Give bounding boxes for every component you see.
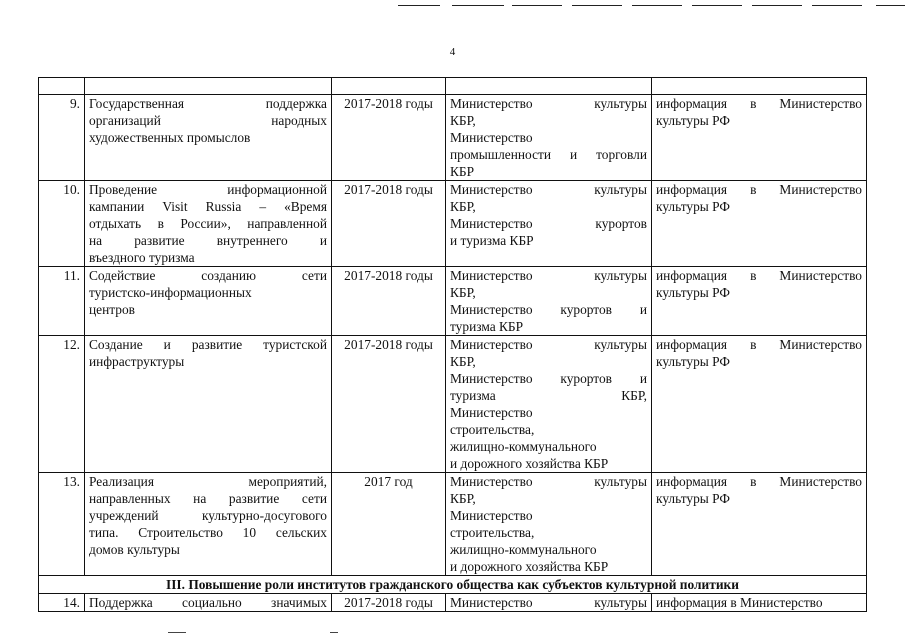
cell-line: культуры РФ [656,491,730,506]
cell-line: инфраструктуры [89,354,185,369]
table-row [39,267,867,336]
cell-line: направленных на развитие сети [89,491,327,506]
report-form [652,336,867,473]
bottom-scan-mark [168,632,186,633]
table-header-blank-row [39,78,867,95]
top-scan-marks [0,0,905,12]
cell-line: информация в Министерство [656,595,823,610]
cell-line: Министерство [450,130,533,145]
cell-line: Государственная поддержка [89,96,327,111]
cell-line: Министерство [450,405,533,420]
report-form [652,473,867,576]
period: 2017-2018 годы [332,336,446,473]
row-number: 12. [39,336,85,473]
cell-line: типа. Строительство 10 сельских [89,525,327,540]
bottom-scan-mark [330,632,338,633]
cell-line: и туризма КБР [450,233,534,248]
measure-name [85,336,332,473]
cell-line: Проведение информационной [89,182,327,197]
period: 2017-2018 годы [332,181,446,267]
cell-line: домов культуры [89,542,180,557]
measure-name [85,473,332,576]
cell-line: строительства, [450,422,535,437]
report-form [652,95,867,181]
cell-line: КБР, [450,113,476,128]
cell-line: Министерство культуры [450,474,647,489]
cell-line: промышленности и торговли [450,147,647,162]
cell-line: культуры РФ [656,199,730,214]
cell-line: информация в Министерство [656,96,862,111]
cell-line: Министерство культуры [450,337,647,352]
cell-line: туризма КБР, [450,388,647,403]
cell-line: информация в Министерство [656,268,862,283]
row-number: 10. [39,181,85,267]
period: 2017-2018 годы [332,267,446,336]
cell-line: и дорожного хозяйства КБР [450,559,609,574]
cell-line: Министерство курортов и [450,302,647,317]
cell-line: информация в Министерство [656,182,862,197]
executors [446,95,652,181]
measure-name [85,267,332,336]
cell-line: на развитие внутреннего и [89,233,327,248]
cell-line: Министерство культуры [450,96,647,111]
cell-line: туризма КБР [450,319,524,334]
plan-table [38,77,867,612]
period: 2017 год [332,473,446,576]
executors [446,336,652,473]
measure-name [85,181,332,267]
report-form [652,594,867,612]
cell-line: жилищно-коммунального [450,439,597,454]
table-row [39,473,867,576]
cell-line: КБР, [450,354,476,369]
cell-line: КБР, [450,285,476,300]
cell-line: отдыхать в России», направленной [89,216,327,231]
cell-line: Министерство культуры [450,268,647,283]
cell-line: Поддержка социально значимых [89,595,327,610]
cell-line: культуры РФ [656,285,730,300]
cell-line: Содействие созданию сети [89,268,327,283]
table-row [39,594,867,612]
cell-line: организаций народных [89,113,327,128]
cell-line: Министерство курортов [450,216,647,231]
cell-line: КБР, [450,199,476,214]
report-form [652,267,867,336]
table-row [39,95,867,181]
cell-line: информация в Министерство [656,337,862,352]
cell-line: Министерство культуры [450,182,647,197]
report-form [652,181,867,267]
cell-line: Реализация мероприятий, [89,474,327,489]
section-header-row [39,576,867,594]
cell-line: и дорожного хозяйства КБР [450,456,609,471]
cell-line: культуры РФ [656,354,730,369]
table-row [39,181,867,267]
executors [446,267,652,336]
cell-line: строительства, [450,525,535,540]
cell-line: культуры РФ [656,113,730,128]
cell-line: информация в Министерство [656,474,862,489]
cell-line: учреждений культурно-досугового [89,508,327,523]
cell-line: жилищно-коммунального [450,542,597,557]
row-number: 9. [39,95,85,181]
period: 2017-2018 годы [332,594,446,612]
cell-line: кампании Visit Russia – «Время [89,199,327,214]
cell-line: Создание и развитие туристской [89,337,327,352]
executors [446,473,652,576]
cell-line: туристско-информационных [89,285,252,300]
page-number: 4 [449,46,456,58]
cell-line: въездного туризма [89,250,195,265]
row-number: 13. [39,473,85,576]
measure-name [85,95,332,181]
cell-line: КБР [450,164,475,179]
cell-line: Министерство курортов и [450,371,647,386]
executors [446,594,652,612]
cell-line: художественных промыслов [89,130,251,145]
cell-line: центров [89,302,136,317]
cell-line: Министерство [450,508,533,523]
table-row [39,336,867,473]
executors [446,181,652,267]
row-number: 14. [39,594,85,612]
period: 2017-2018 годы [332,95,446,181]
cell-line: КБР, [450,491,476,506]
section-title: III. Повышение роли институтов гражданского общества как субъектов культурной политики [39,576,867,594]
cell-line: Министерство культуры [450,595,647,610]
measure-name [85,594,332,612]
row-number: 11. [39,267,85,336]
